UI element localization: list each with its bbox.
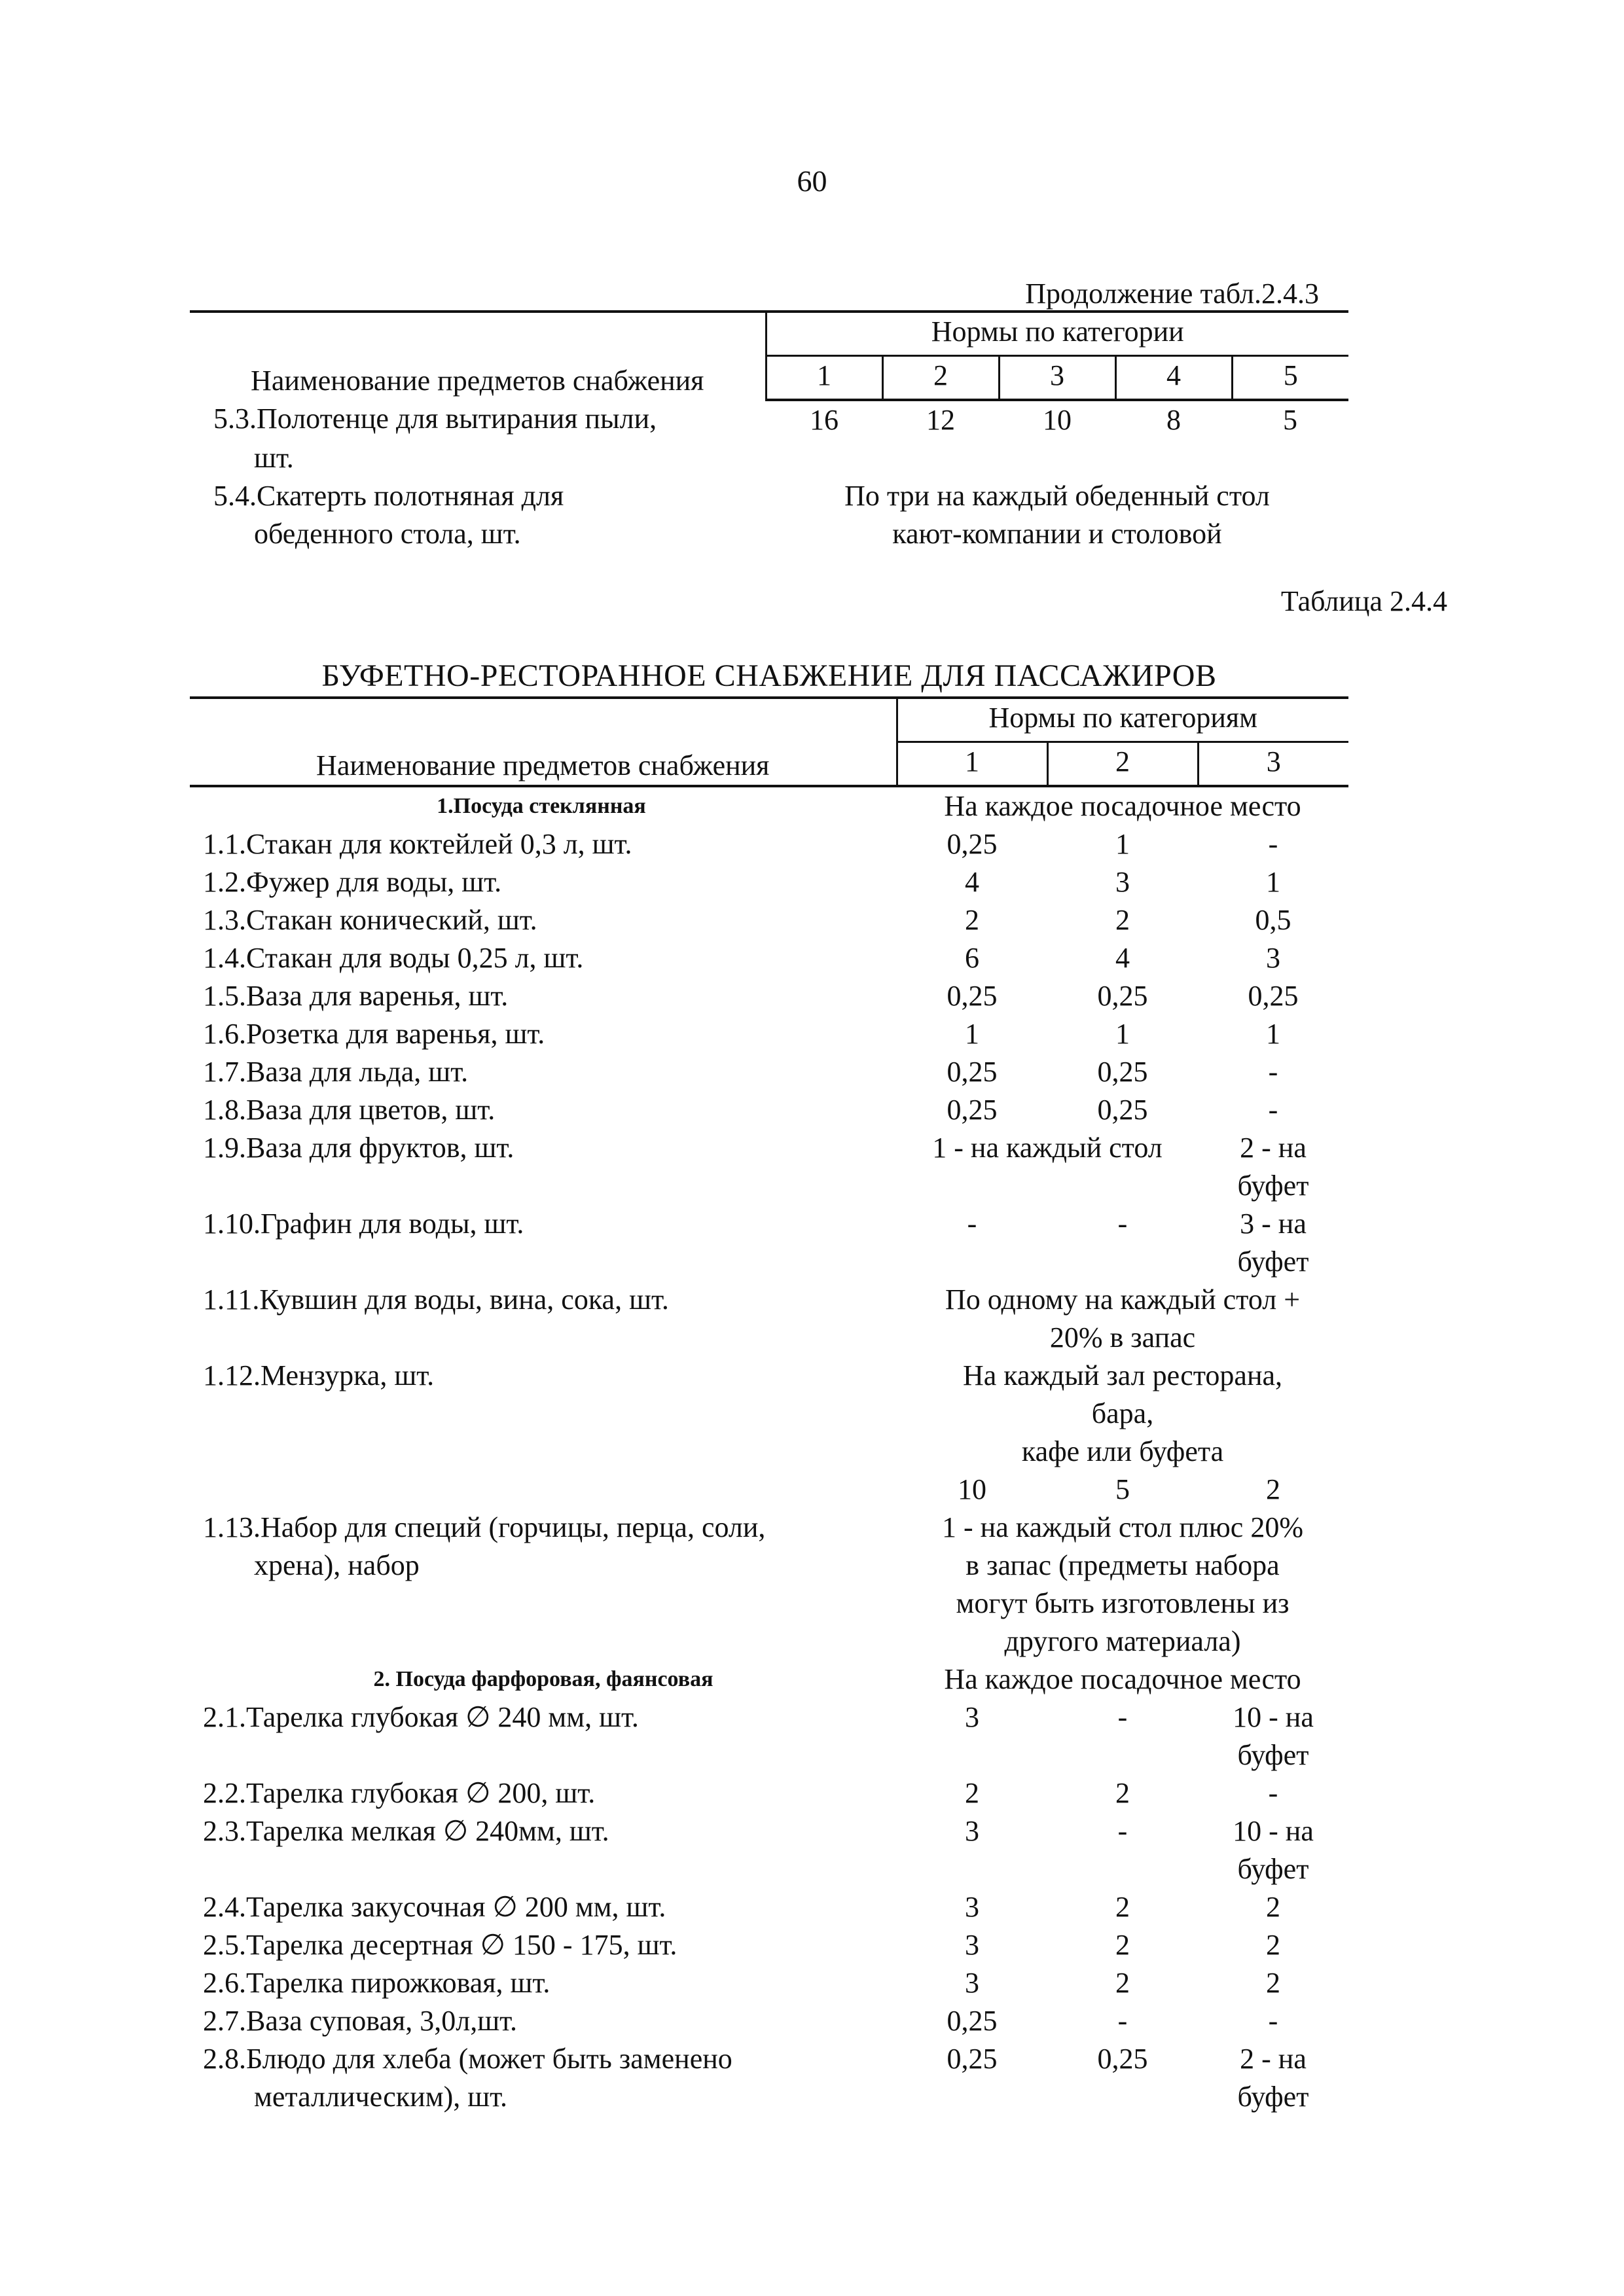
header-category-4: 4 xyxy=(1115,356,1232,401)
row-value: 1 xyxy=(1266,866,1280,898)
row-name: 1.9.Ваза для фруктов, шт. xyxy=(203,1132,514,1164)
row-value: 3 xyxy=(965,1815,979,1847)
row-value: 2 xyxy=(1266,1891,1280,1923)
header-category-2: 2 xyxy=(1047,742,1198,787)
continuation-title: Продолжение табл.2.4.3 xyxy=(1025,278,1319,310)
row-name: 1.5.Ваза для варенья, шт. xyxy=(203,980,509,1012)
table-row xyxy=(190,2002,1348,2040)
table-row xyxy=(190,1053,1348,1091)
row-value-cont: буфет xyxy=(1237,1739,1309,1771)
row-note-cont: в запас (предметы набора xyxy=(965,1549,1280,1581)
row-name: 1.4.Стакан для воды 0,25 л, шт. xyxy=(203,942,584,974)
row-value: 6 xyxy=(965,942,979,974)
row-name: 2.2.Тарелка глубокая ∅ 200, шт. xyxy=(203,1777,596,1809)
row-value: 10 xyxy=(1043,404,1072,436)
row-value: 2 xyxy=(1115,1929,1130,1961)
row-value: 4 xyxy=(965,866,979,898)
row-value: - xyxy=(1268,1094,1278,1126)
row-note: По три на каждый обеденный стол xyxy=(844,480,1270,512)
header-category-2: 2 xyxy=(882,356,999,401)
row-note: На каждый зал ресторана, xyxy=(962,1359,1283,1391)
row-name: 1.7.Ваза для льда, шт. xyxy=(203,1056,469,1088)
row-value: 10 - на xyxy=(1233,1815,1314,1847)
table-label: Таблица 2.4.4 xyxy=(1280,585,1447,617)
header-category-3: 3 xyxy=(999,356,1115,401)
row-value: 0,25 xyxy=(1097,1056,1148,1088)
row-name: 1.2.Фужер для воды, шт. xyxy=(203,866,502,898)
table-row xyxy=(190,1964,1348,2002)
row-value: - xyxy=(1268,2005,1278,2037)
table-row xyxy=(190,439,1348,477)
row-value: 1 xyxy=(1115,828,1130,860)
row-value: 2 xyxy=(1115,1891,1130,1923)
row-name: 1.11.Кувшин для воды, вина, сока, шт. xyxy=(203,1283,669,1316)
row-value: 1 xyxy=(1266,1018,1280,1050)
table-row xyxy=(190,1281,1348,1319)
row-name-cont: шт. xyxy=(254,442,294,474)
row-note: 1 - на каждый стол плюс 20% xyxy=(942,1511,1303,1543)
row-value: - xyxy=(1117,1815,1128,1847)
section-note: На каждое посадочное место xyxy=(897,786,1348,825)
table-row xyxy=(190,1509,1348,1547)
row-name: 5.3.Полотенце для вытирания пыли, xyxy=(213,403,657,435)
row-value: 0,25 xyxy=(947,1056,998,1088)
row-span-note: 1 - на каждый стол xyxy=(932,1132,1163,1164)
table-row xyxy=(190,400,1348,439)
row-value: 3 xyxy=(1115,866,1130,898)
row-value: - xyxy=(967,1208,977,1240)
page-number: 60 xyxy=(797,164,827,198)
table-row xyxy=(190,1774,1348,1812)
continuation-table xyxy=(190,310,1348,553)
row-value: 0,25 xyxy=(1097,1094,1148,1126)
row-value: 12 xyxy=(926,404,955,436)
row-name-cont: металлическим), шт. xyxy=(254,2081,508,2113)
header-category-3: 3 xyxy=(1198,742,1348,787)
row-value: 0,25 xyxy=(947,828,998,860)
row-value: 2 - на xyxy=(1240,1132,1307,1164)
row-value-cont: буфет xyxy=(1237,1853,1309,1885)
row-value: 0,25 xyxy=(1097,980,1148,1012)
row-value: 16 xyxy=(810,404,839,436)
table-row xyxy=(190,1888,1348,1926)
row-value: 2 xyxy=(1115,1777,1130,1809)
table-row xyxy=(190,1015,1348,1053)
row-value: 3 xyxy=(965,1929,979,1961)
row-value: - xyxy=(1117,2005,1128,2037)
table-row xyxy=(190,825,1348,863)
table-row xyxy=(190,863,1348,901)
row-name-cont: обеденного стола, шт. xyxy=(254,518,521,550)
row-value: 3 xyxy=(965,1701,979,1733)
row-value-cont: буфет xyxy=(1237,1170,1309,1202)
row-value: 1 xyxy=(1115,1018,1130,1050)
table-row xyxy=(190,515,1348,553)
row-value: 3 - на xyxy=(1240,1208,1307,1240)
row-note-cont: кафе или буфета xyxy=(1021,1435,1224,1467)
row-value: 5 xyxy=(1115,1473,1130,1505)
row-value: 10 xyxy=(958,1473,986,1505)
section-note: На каждое посадочное место xyxy=(944,1663,1301,1695)
header-category-5: 5 xyxy=(1232,356,1348,401)
table-row xyxy=(190,1129,1348,1167)
row-name: 2.5.Тарелка десертная ∅ 150 - 175, шт. xyxy=(203,1929,677,1961)
row-value: 2 - на xyxy=(1240,2043,1307,2075)
row-note-cont: могут быть изготовлены из xyxy=(956,1587,1290,1619)
row-name: 1.12.Мензурка, шт. xyxy=(203,1359,435,1391)
header-name-col: Наименование предметов снабжения xyxy=(190,312,766,400)
row-value: 3 xyxy=(965,1891,979,1923)
row-note-cont: 20% в запас xyxy=(1049,1321,1196,1354)
row-value: 0,25 xyxy=(947,2005,998,2037)
row-value: 0,25 xyxy=(1248,980,1299,1012)
row-value: 0,25 xyxy=(947,1094,998,1126)
table-row xyxy=(190,477,1348,515)
row-name: 2.3.Тарелка мелкая ∅ 240мм, шт. xyxy=(203,1815,609,1847)
row-value-cont: буфет xyxy=(1237,1246,1309,1278)
row-name: 2.1.Тарелка глубокая ∅ 240 мм, шт. xyxy=(203,1701,639,1733)
row-value: 0,25 xyxy=(1097,2043,1148,2075)
row-name: 1.1.Стакан для коктейлей 0,3 л, шт. xyxy=(203,828,632,860)
row-value: 4 xyxy=(1115,942,1130,974)
table-row xyxy=(190,1698,1348,1736)
row-name: 5.4.Скатерть полотняная для xyxy=(213,480,564,512)
section-title: 2. Посуда фарфоровая, фаянсовая xyxy=(373,1667,713,1691)
row-note-cont: кают-компании и столовой xyxy=(892,518,1222,550)
row-value: 2 xyxy=(1115,904,1130,936)
row-value: 2 xyxy=(1266,1473,1280,1505)
section-title: 1.Посуда стеклянная xyxy=(190,786,897,825)
row-value: 2 xyxy=(965,1777,979,1809)
row-name: 2.6.Тарелка пирожковая, шт. xyxy=(203,1967,550,1999)
header-norms-group: Нормы по категориям xyxy=(897,698,1348,742)
row-name: 1.3.Стакан конический, шт. xyxy=(203,904,537,936)
table-row xyxy=(190,1091,1348,1129)
row-value: 2 xyxy=(1115,1967,1130,1999)
row-name: 2.7.Ваза суповая, 3,0л,шт. xyxy=(203,2005,518,2037)
table-row xyxy=(190,939,1348,977)
buffet-table xyxy=(190,696,1348,2116)
row-name: 1.13.Набор для специй (горчицы, перца, соли, xyxy=(203,1511,766,1543)
table-row xyxy=(190,1357,1348,1395)
row-value: 5 xyxy=(1283,404,1297,436)
table-row xyxy=(190,1812,1348,1850)
row-value: 2 xyxy=(965,904,979,936)
row-value: 10 - на xyxy=(1233,1701,1314,1733)
header-category-1: 1 xyxy=(766,356,882,401)
row-value: 3 xyxy=(965,1967,979,1999)
header-norms-group: Нормы по категории xyxy=(766,312,1348,356)
row-value: 0,5 xyxy=(1255,904,1291,936)
row-name: 2.4.Тарелка закусочная ∅ 200 мм, шт. xyxy=(203,1891,666,1923)
table-row xyxy=(190,901,1348,939)
row-name: 1.6.Розетка для варенья, шт. xyxy=(203,1018,545,1050)
row-name: 1.10.Графин для воды, шт. xyxy=(203,1208,524,1240)
table-row xyxy=(190,977,1348,1015)
row-value: - xyxy=(1117,1208,1128,1240)
row-value: - xyxy=(1268,828,1278,860)
row-name: 1.8.Ваза для цветов, шт. xyxy=(203,1094,496,1126)
row-note-cont: другого материала) xyxy=(1004,1625,1241,1657)
row-value: - xyxy=(1268,1777,1278,1809)
row-value: 0,25 xyxy=(947,980,998,1012)
row-note: По одному на каждый стол + xyxy=(945,1283,1301,1316)
row-note-cont: бара, xyxy=(1091,1397,1154,1429)
row-value-cont: буфет xyxy=(1237,2081,1309,2113)
row-value: 8 xyxy=(1166,404,1181,436)
row-value: 1 xyxy=(965,1018,979,1050)
table-title: БУФЕТНО-РЕСТОРАННОЕ СНАБЖЕНИЕ ДЛЯ ПАССАЖИРОВ xyxy=(321,658,1217,693)
row-value: - xyxy=(1117,1701,1128,1733)
row-value: 2 xyxy=(1266,1967,1280,1999)
row-value: - xyxy=(1268,1056,1278,1088)
row-value: 0,25 xyxy=(947,2043,998,2075)
row-value: 2 xyxy=(1266,1929,1280,1961)
table-row xyxy=(190,2040,1348,2078)
row-value: 3 xyxy=(1266,942,1280,974)
header-name-col: Наименование предметов снабжения xyxy=(190,698,897,786)
header-category-1: 1 xyxy=(897,742,1047,787)
table-row xyxy=(190,1926,1348,1964)
row-name-cont: хрена), набор xyxy=(254,1549,420,1581)
row-name: 2.8.Блюдо для хлеба (может быть заменено xyxy=(203,2043,732,2075)
table-row xyxy=(190,1205,1348,1243)
